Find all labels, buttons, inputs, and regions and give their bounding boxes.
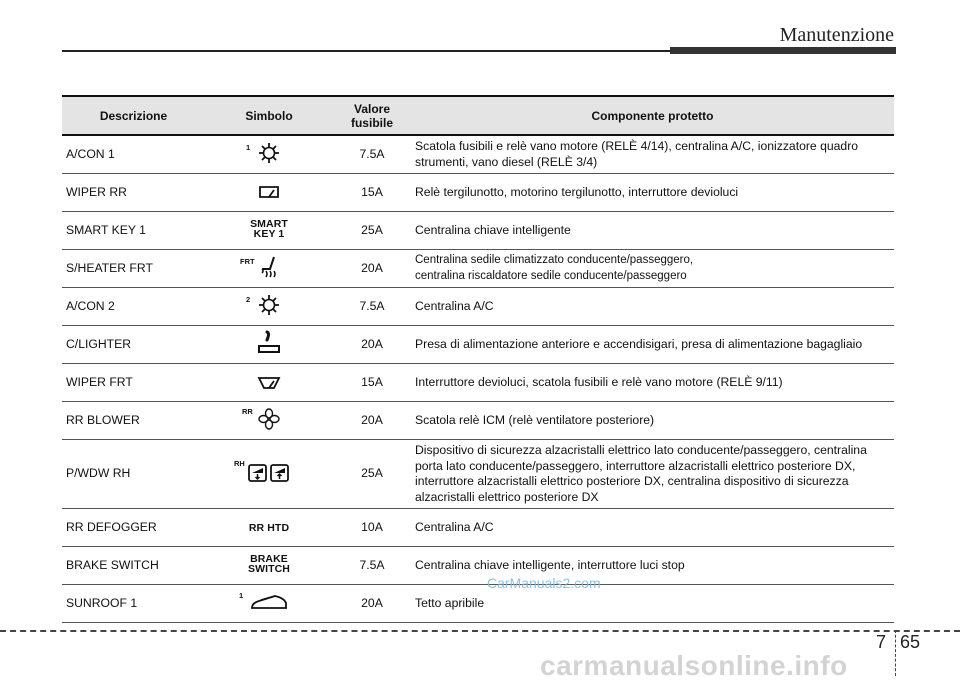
fuse-value: 20A <box>333 250 411 288</box>
fuse-description: A/CON 1 <box>62 135 205 174</box>
site-logo-text: carmanualsonline.info <box>540 650 848 681</box>
header-symbol: Simbolo <box>205 96 333 135</box>
footer-dashed-rule <box>0 630 960 632</box>
fuse-component: Scatola fusibili e relè vano motore (RELÈ 4/14), centralina A/C, ionizzatore quadro strumenti, vano diesel (RELÈ 3/4) <box>411 135 894 174</box>
symbol-superscript: 1 <box>239 590 244 600</box>
fuse-symbol <box>205 402 333 440</box>
cigar-lighter-icon <box>257 329 281 355</box>
fuse-symbol <box>205 509 333 547</box>
fuse-value: 10A <box>333 509 411 547</box>
fuse-symbol <box>205 174 333 212</box>
table-row <box>62 585 894 623</box>
fuse-description: S/HEATER FRT <box>62 250 205 288</box>
fuse-value: 20A <box>333 326 411 364</box>
fuse-description: SMART KEY 1 <box>62 212 205 250</box>
fuse-symbol <box>205 326 333 364</box>
sunroof-icon <box>249 593 289 613</box>
table-row <box>62 174 894 212</box>
table-header-row <box>62 96 894 135</box>
fuse-symbol <box>205 288 333 326</box>
fuse-table-body <box>62 135 894 623</box>
fuse-description: RR BLOWER <box>62 402 205 440</box>
header-tab-bar <box>670 47 896 54</box>
symbol-text: BRAKE SWITCH <box>247 553 290 576</box>
fuse-component: Centralina chiave intelligente <box>411 212 894 250</box>
fuse-component: Interruttore devioluci, scatola fusibili e relè vano motore (RELÈ 9/11) <box>411 364 894 402</box>
table-row <box>62 509 894 547</box>
fuse-table <box>62 95 894 623</box>
header-value: Valore fusibile <box>333 96 411 135</box>
symbol-text: SMART KEY 1 <box>250 218 288 241</box>
fuse-description: BRAKE SWITCH <box>62 547 205 585</box>
section-title: Manutenzione <box>779 24 894 46</box>
fuse-value: 7.5A <box>333 135 411 174</box>
fuse-symbol <box>205 440 333 509</box>
power-window-icon <box>248 463 290 483</box>
fuse-symbol <box>205 547 333 585</box>
fuse-value: 15A <box>333 364 411 402</box>
ac-compressor-icon <box>258 142 280 164</box>
rear-wiper-icon <box>258 183 280 201</box>
fuse-symbol <box>205 135 333 174</box>
fuse-component: Centralina A/C <box>411 509 894 547</box>
fuse-description: SUNROOF 1 <box>62 585 205 623</box>
header-description: Descrizione <box>62 96 205 135</box>
fuse-symbol <box>205 585 333 623</box>
watermark: CarManuals2.com <box>487 575 601 591</box>
fuse-value: 20A <box>333 585 411 623</box>
fuse-description: P/WDW RH <box>62 440 205 509</box>
fuse-symbol <box>205 250 333 288</box>
fuse-value: 7.5A <box>333 288 411 326</box>
fuse-description: WIPER FRT <box>62 364 205 402</box>
fuse-component: Tetto apribile <box>411 585 894 623</box>
fuse-symbol <box>205 212 333 250</box>
symbol-superscript: 1 <box>246 143 251 153</box>
table-row <box>62 212 894 250</box>
rear-blower-fan-icon <box>258 408 280 430</box>
front-wiper-icon <box>257 375 281 391</box>
fuse-component: Relè tergilunotto, motorino tergilunotto, interruttore devioluci <box>411 174 894 212</box>
footer-divider <box>895 630 896 676</box>
fuse-component: Presa di alimentazione anteriore e accendisigari, presa di alimentazione bagagliaio <box>411 326 894 364</box>
fuse-value: 15A <box>333 174 411 212</box>
page-number: 65 <box>900 632 921 652</box>
fuse-description: A/CON 2 <box>62 288 205 326</box>
fuse-description: C/LIGHTER <box>62 326 205 364</box>
symbol-superscript: 2 <box>246 295 251 305</box>
table-row <box>62 288 894 326</box>
fuse-component: Centralina A/C <box>411 288 894 326</box>
fuse-value: 25A <box>333 440 411 509</box>
fuse-component: Centralina sedile climatizzato conducente/passeggero, centralina riscaldatore sedile conducente/passeggero <box>411 250 894 288</box>
fuse-value: 25A <box>333 212 411 250</box>
table-row <box>62 547 894 585</box>
fuse-symbol <box>205 364 333 402</box>
fuse-component: Centralina chiave intelligente, interruttore luci stop <box>411 547 894 585</box>
symbol-text: RR HTD <box>248 521 290 534</box>
symbol-superscript: RR <box>242 407 253 417</box>
table-row <box>62 364 894 402</box>
table-row <box>62 402 894 440</box>
seat-heater-icon <box>258 255 280 279</box>
table-row <box>62 250 894 288</box>
chapter-number: 7 <box>876 632 887 652</box>
symbol-superscript: FRT <box>240 256 255 266</box>
header-component: Componente protetto <box>411 96 894 135</box>
symbol-superscript: RH <box>234 459 245 469</box>
fuse-component: Dispositivo di sicurezza alzacristalli elettrico lato conducente/passeggero, centralina porta lato conducente/passeggero, interruttore alzacristalli elettrico posteriore DX, interruttore alzacristalli elettrico posteriore DX, centralina dispositivo di sicurezza alzacristalli elettrico posteriore DX <box>411 440 894 509</box>
fuse-description: WIPER RR <box>62 174 205 212</box>
table-row <box>62 326 894 364</box>
fuse-component: Scatola relè ICM (relè ventilatore posteriore) <box>411 402 894 440</box>
ac-compressor-icon <box>258 294 280 316</box>
fuse-value: 7.5A <box>333 547 411 585</box>
table-row <box>62 135 894 174</box>
fuse-value: 20A <box>333 402 411 440</box>
table-row <box>62 440 894 509</box>
fuse-description: RR DEFOGGER <box>62 509 205 547</box>
